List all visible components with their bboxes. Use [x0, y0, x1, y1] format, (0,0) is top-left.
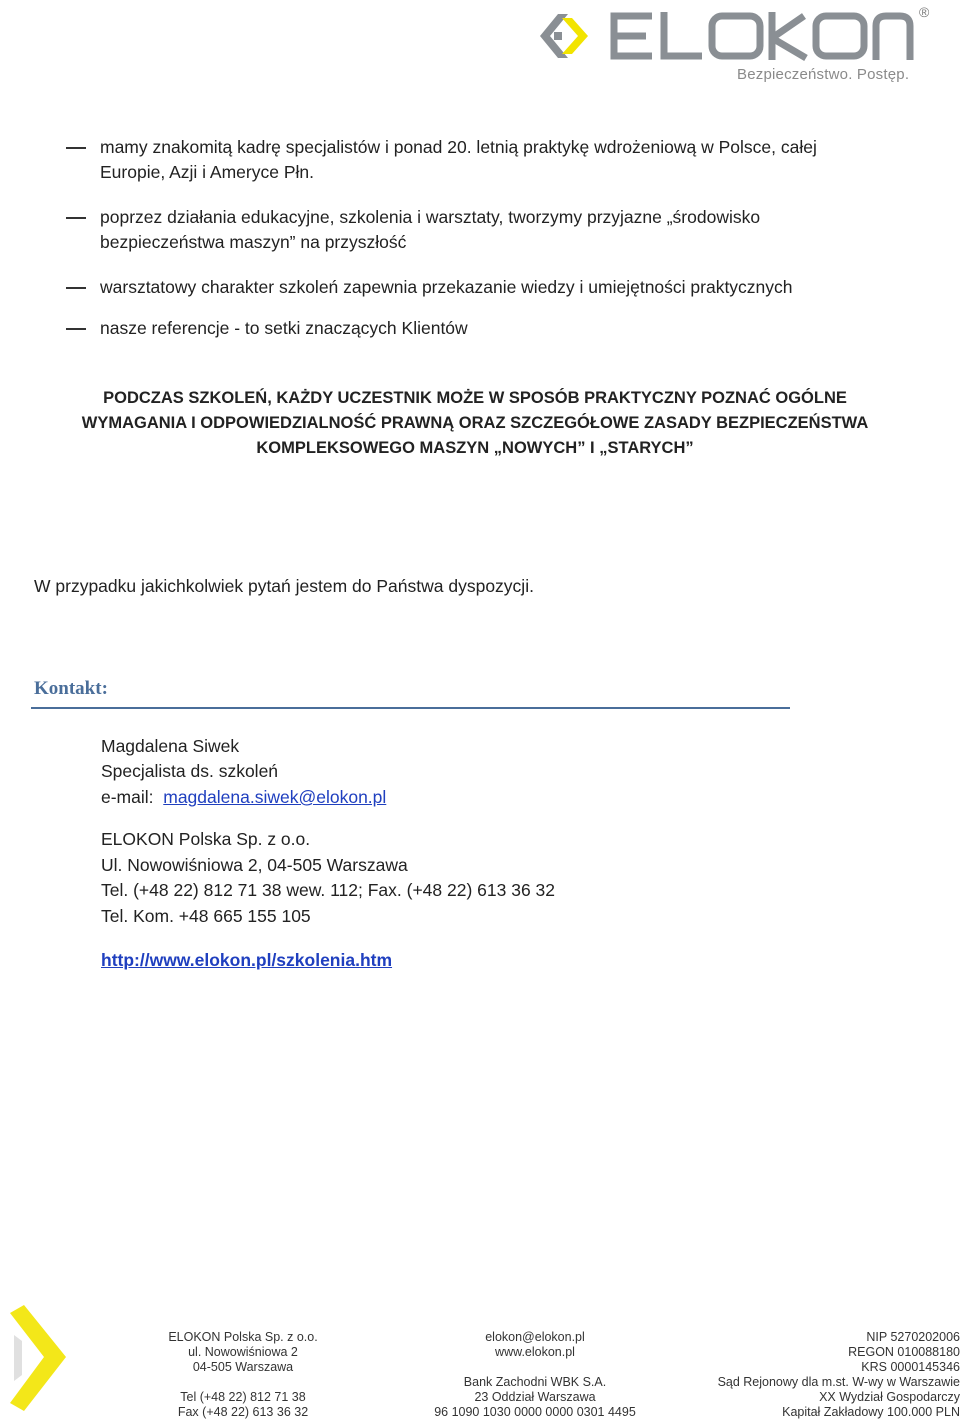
list-item: [100, 275, 880, 300]
caps-line: KOMPLEKSOWEGO MASZYN „NOWYCH” I „STARYCH”: [256, 439, 694, 457]
website-link[interactable]: http://www.elokon.pl/szkolenia.htm: [101, 950, 393, 970]
footer-text: REGON 010088180: [848, 1345, 960, 1359]
list-item: [100, 135, 880, 185]
footer-text: [420, 1360, 650, 1375]
contact-divider: [31, 707, 790, 709]
footer-text: Fax (+48 22) 613 36 32: [177, 1405, 309, 1419]
company-logo: [534, 4, 944, 84]
dash-bullet-icon: [66, 217, 86, 219]
list-item-line: bezpieczeństwa maszyn” na przyszłość: [100, 232, 407, 252]
footer-logo-icon: [4, 1295, 72, 1425]
closing-sentence: W przypadku jakichkolwiek pytań jestem do Państwa dyspozycji.: [34, 576, 534, 596]
footer-text: 96 1090 1030 0000 0000 0301 4495: [434, 1405, 636, 1419]
footer-company-column: [150, 1330, 336, 1420]
footer-text: ELOKON Polska Sp. z o.o.: [168, 1330, 318, 1344]
footer-text: ul. Nowowiśniowa 2: [188, 1345, 298, 1359]
email-label: e-mail:: [101, 787, 154, 807]
footer-text: Sąd Rejonowy dla m.st. W-wy w Warszawie: [717, 1375, 960, 1389]
footer-text: Kapitał Zakładowy 100.000 PLN: [782, 1405, 960, 1419]
caps-line: WYMAGANIA I ODPOWIEDZIALNOŚĆ PRAWNĄ ORAZ SZCZEGÓŁOWE ZASADY BEZPIECZEŃSTWA: [81, 414, 869, 432]
caps-line: PODCZAS SZKOLEŃ, KAŻDY UCZESTNIK MOŻE W SPOSÓB PRAKTYCZNY POZNAĆ OGÓLNE: [103, 389, 847, 407]
list-item-line: poprzez działania edukacyjne, szkolenia i warsztaty, tworzymy przyjazne „środowisko: [100, 207, 761, 227]
company-phone: Tel. (+48 22) 812 71 38 wew. 112; Fax. (+48 22) 613 36 32: [101, 880, 556, 900]
company-address: Ul. Nowowiśniowa 2, 04-505 Warszawa: [101, 855, 408, 875]
registered-mark: ®: [919, 4, 930, 20]
page-footer: [0, 1290, 960, 1428]
list-item-line: nasze referencje - to setki znaczących Klientów: [100, 318, 468, 338]
contact-role: Specjalista ds. szkoleń: [101, 761, 279, 781]
caps-statement: [40, 386, 910, 461]
footer-text: [150, 1375, 336, 1390]
contact-name: Magdalena Siwek: [101, 736, 240, 756]
footer-text: 04-505 Warszawa: [192, 1360, 294, 1374]
footer-text: 23 Oddział Warszawa: [474, 1390, 596, 1404]
company-name: ELOKON Polska Sp. z o.o.: [101, 829, 311, 849]
footer-text: Tel (+48 22) 812 71 38: [180, 1390, 306, 1404]
list-item: [100, 205, 880, 255]
contact-heading: Kontakt:: [34, 678, 108, 699]
dash-bullet-icon: [66, 147, 86, 149]
elokon-logo-icon: [534, 4, 914, 68]
footer-bank-column: [420, 1330, 650, 1420]
email-link[interactable]: magdalena.siwek@elokon.pl: [163, 787, 387, 807]
list-item-line: Europie, Azji i Ameryce Płn.: [100, 162, 314, 182]
dash-bullet-icon: [66, 328, 86, 330]
mobile-phone: Tel. Kom. +48 665 155 105: [101, 906, 311, 926]
footer-website: www.elokon.pl: [495, 1345, 575, 1359]
footer-text: XX Wydział Gospodarczy: [819, 1390, 960, 1404]
list-item: [100, 316, 880, 341]
footer-registry-column: [680, 1330, 960, 1420]
footer-text: KRS 0000145346: [861, 1360, 960, 1374]
footer-email: elokon@elokon.pl: [485, 1330, 585, 1344]
footer-text: NIP 5270202006: [866, 1330, 960, 1344]
logo-tagline: Bezpieczeństwo. Postęp.: [737, 66, 910, 83]
list-item-line: warsztatowy charakter szkoleń zapewnia przekazanie wiedzy i umiejętności praktycznych: [100, 277, 793, 297]
dash-bullet-icon: [66, 287, 86, 289]
footer-text: Bank Zachodni WBK S.A.: [463, 1375, 607, 1389]
list-item-line: mamy znakomitą kadrę specjalistów i ponad 20. letnią praktykę wdrożeniową w Polsce, całej: [100, 137, 817, 157]
contact-email-row: [101, 787, 386, 808]
website-row: [101, 950, 392, 971]
